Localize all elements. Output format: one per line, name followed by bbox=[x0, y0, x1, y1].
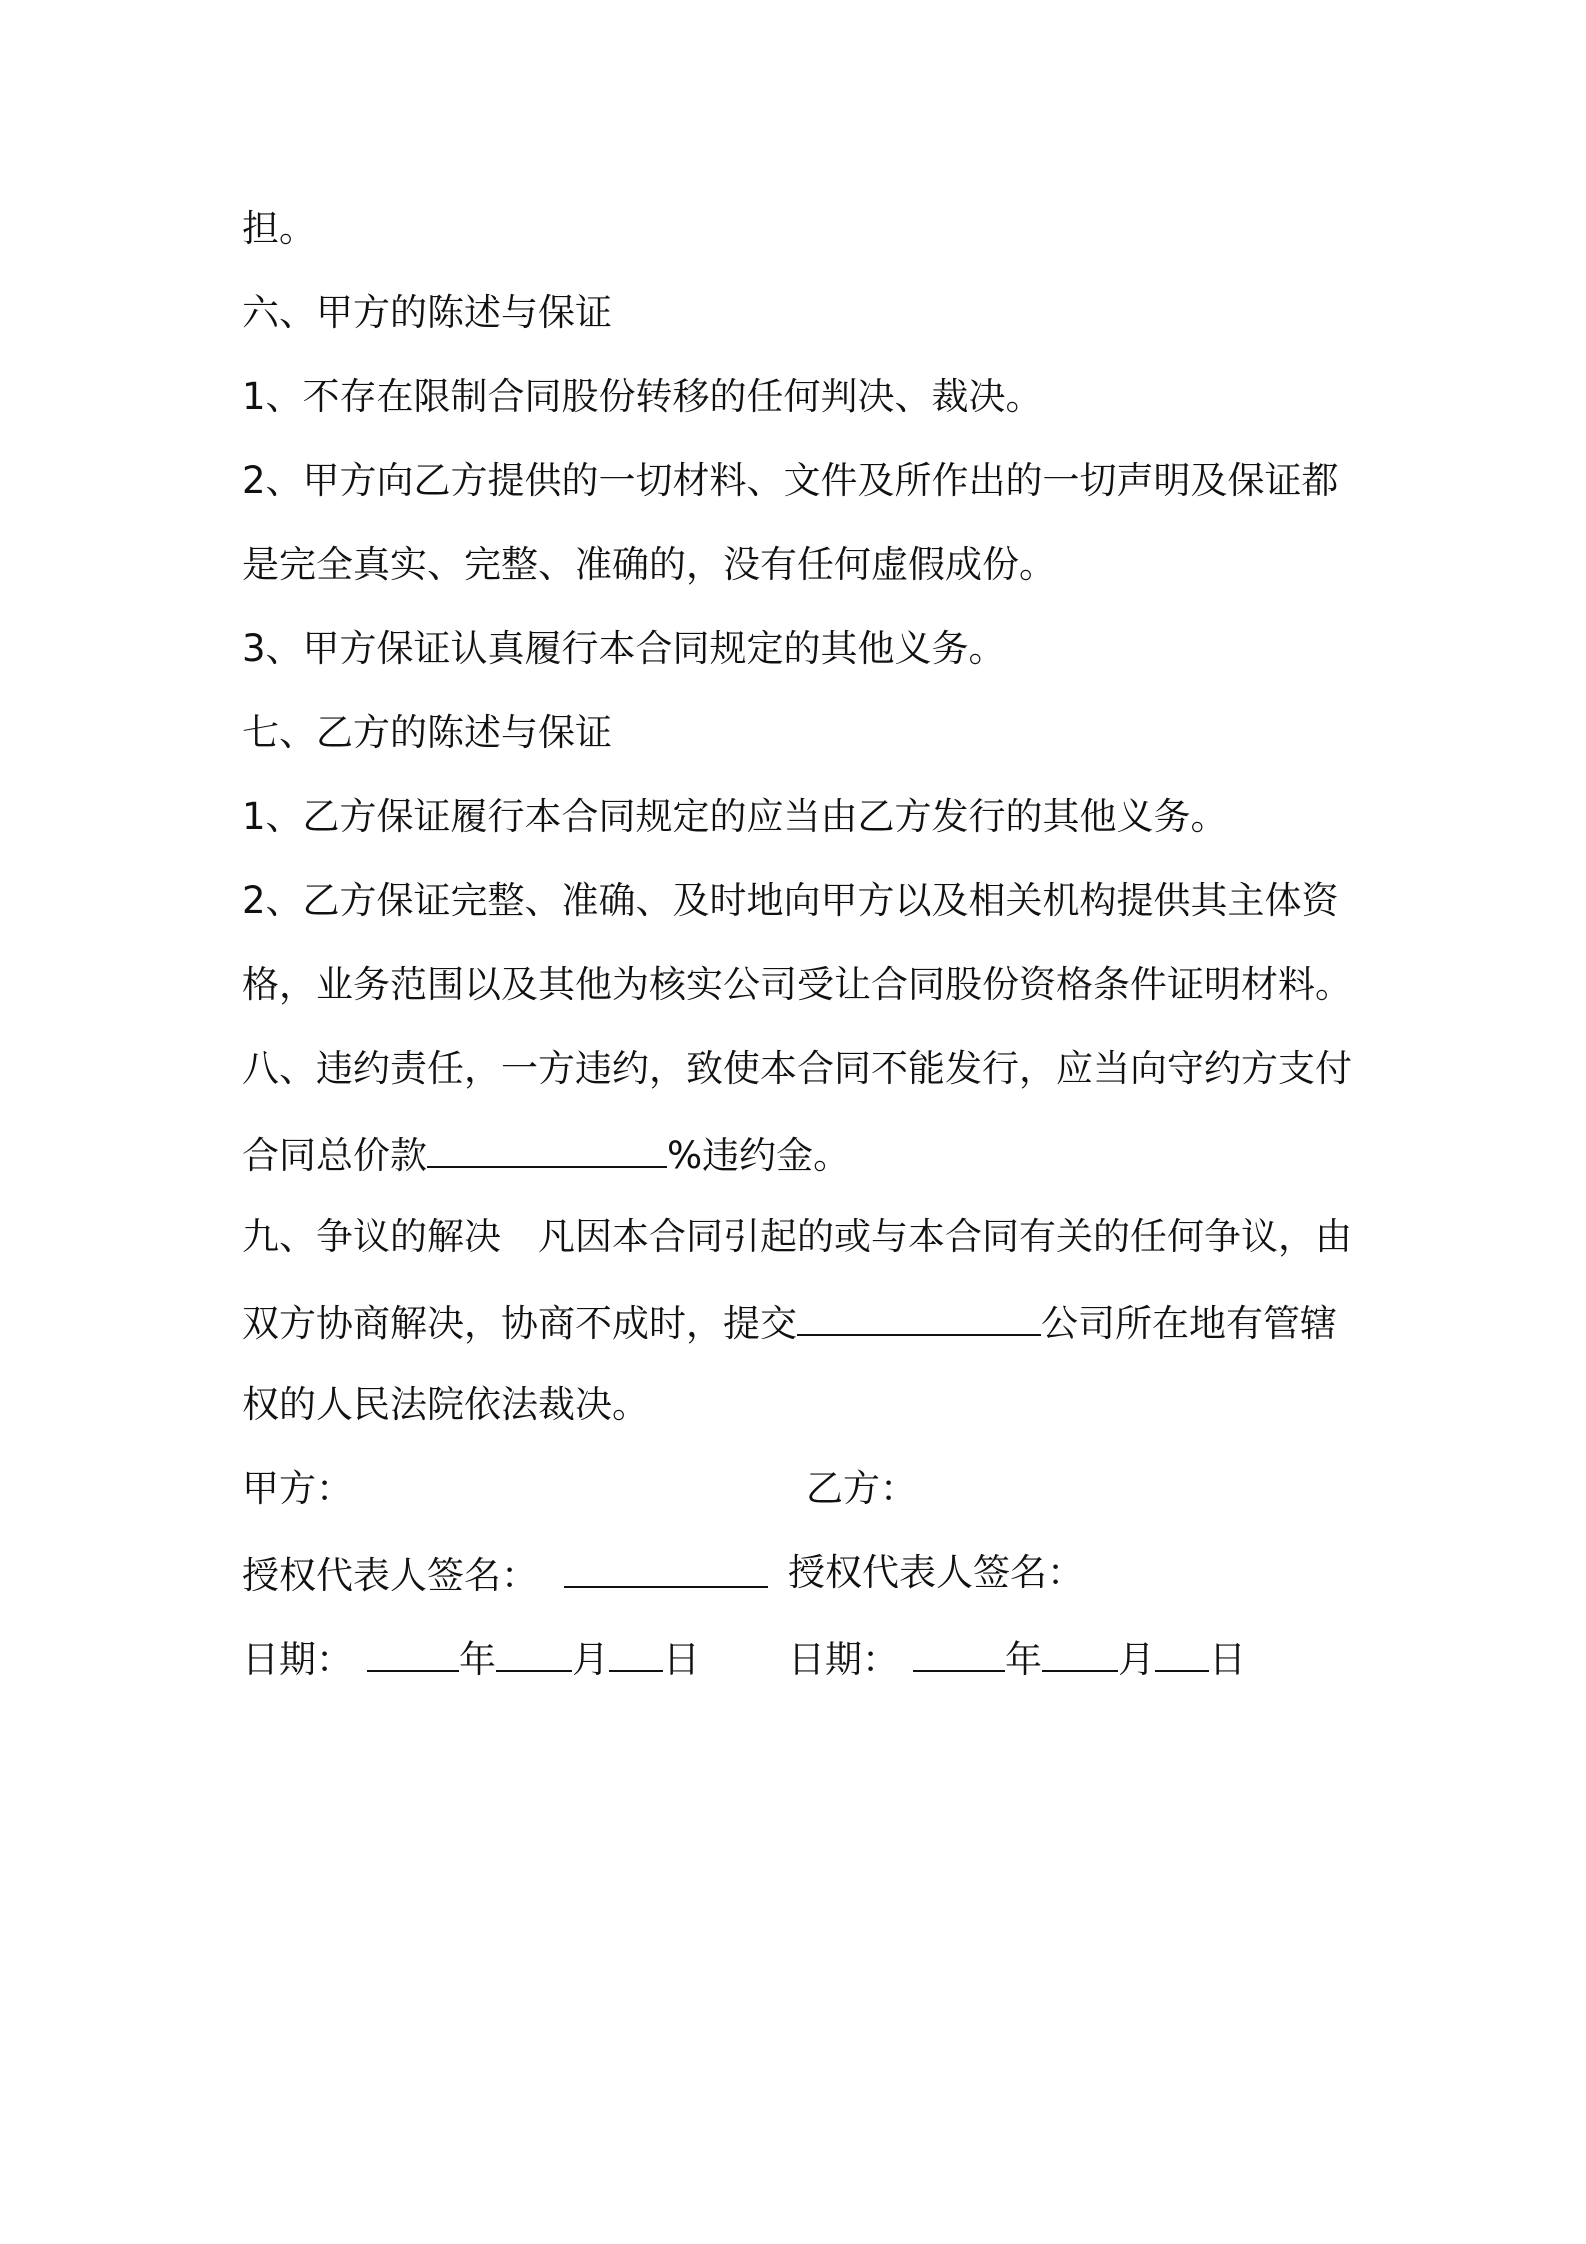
party-a-signature bbox=[242, 1548, 768, 1601]
month-blank[interactable] bbox=[496, 1632, 572, 1672]
month-label: 月 bbox=[572, 1638, 609, 1681]
dispute-line bbox=[242, 1296, 1337, 1349]
text-line: 担。 bbox=[242, 207, 316, 250]
rep-b-label: 授权代表人签名： bbox=[788, 1551, 1084, 1594]
day-blank[interactable] bbox=[1155, 1632, 1209, 1672]
rep-a-signature-blank[interactable] bbox=[564, 1548, 768, 1588]
date-label: 日期： bbox=[788, 1638, 899, 1681]
text-line: 是完全真实、完整、准确的，没有任何虚假成份。 bbox=[242, 543, 1056, 586]
text-line: 3、甲方保证认真履行本合同规定的其他义务。 bbox=[242, 627, 1006, 670]
text-line: 2、乙方保证完整、准确、及时地向甲方以及相关机构提供其主体资 bbox=[242, 879, 1339, 922]
rep-a-label: 授权代表人签名： bbox=[242, 1554, 538, 1597]
dispute-text: 双方协商解决，协商不成时，提交 bbox=[242, 1302, 797, 1345]
party-a-label: 甲方： bbox=[242, 1467, 353, 1510]
date-label: 日期： bbox=[242, 1638, 353, 1681]
dispute-company-blank[interactable] bbox=[797, 1296, 1041, 1336]
month-label: 月 bbox=[1118, 1638, 1155, 1681]
dispute-text: 公司所在地有管辖 bbox=[1041, 1302, 1337, 1345]
year-blank[interactable] bbox=[913, 1632, 1005, 1672]
penalty-line bbox=[242, 1128, 850, 1181]
year-label: 年 bbox=[459, 1638, 496, 1681]
penalty-label: 合同总价款 bbox=[242, 1134, 427, 1177]
party-a-date bbox=[242, 1632, 700, 1685]
penalty-percent-blank[interactable] bbox=[427, 1128, 667, 1168]
text-line: 格，业务范围以及其他为核实公司受让合同股份资格条件证明材料。 bbox=[242, 963, 1352, 1006]
text-line: 1、乙方保证履行本合同规定的应当由乙方发行的其他义务。 bbox=[242, 795, 1228, 838]
text-line: 1、不存在限制合同股份转移的任何判决、裁决。 bbox=[242, 375, 1043, 418]
party-b-date bbox=[788, 1632, 1246, 1685]
party-b-label: 乙方： bbox=[806, 1467, 917, 1510]
dispute-line: 九、争议的解决 凡因本合同引起的或与本合同有关的任何争议，由 bbox=[242, 1215, 1352, 1258]
dispute-line: 权的人民法院依法裁决。 bbox=[242, 1383, 649, 1426]
penalty-suffix: %违约金。 bbox=[667, 1134, 851, 1177]
year-blank[interactable] bbox=[367, 1632, 459, 1672]
day-blank[interactable] bbox=[609, 1632, 663, 1672]
year-label: 年 bbox=[1005, 1638, 1042, 1681]
section-heading: 六、甲方的陈述与保证 bbox=[242, 291, 612, 334]
day-label: 日 bbox=[1209, 1638, 1246, 1681]
month-blank[interactable] bbox=[1042, 1632, 1118, 1672]
section-heading: 七、乙方的陈述与保证 bbox=[242, 711, 612, 754]
text-line: 八、违约责任，一方违约，致使本合同不能发行，应当向守约方支付 bbox=[242, 1047, 1352, 1090]
text-line: 2、甲方向乙方提供的一切材料、文件及所作出的一切声明及保证都 bbox=[242, 459, 1339, 502]
day-label: 日 bbox=[663, 1638, 700, 1681]
